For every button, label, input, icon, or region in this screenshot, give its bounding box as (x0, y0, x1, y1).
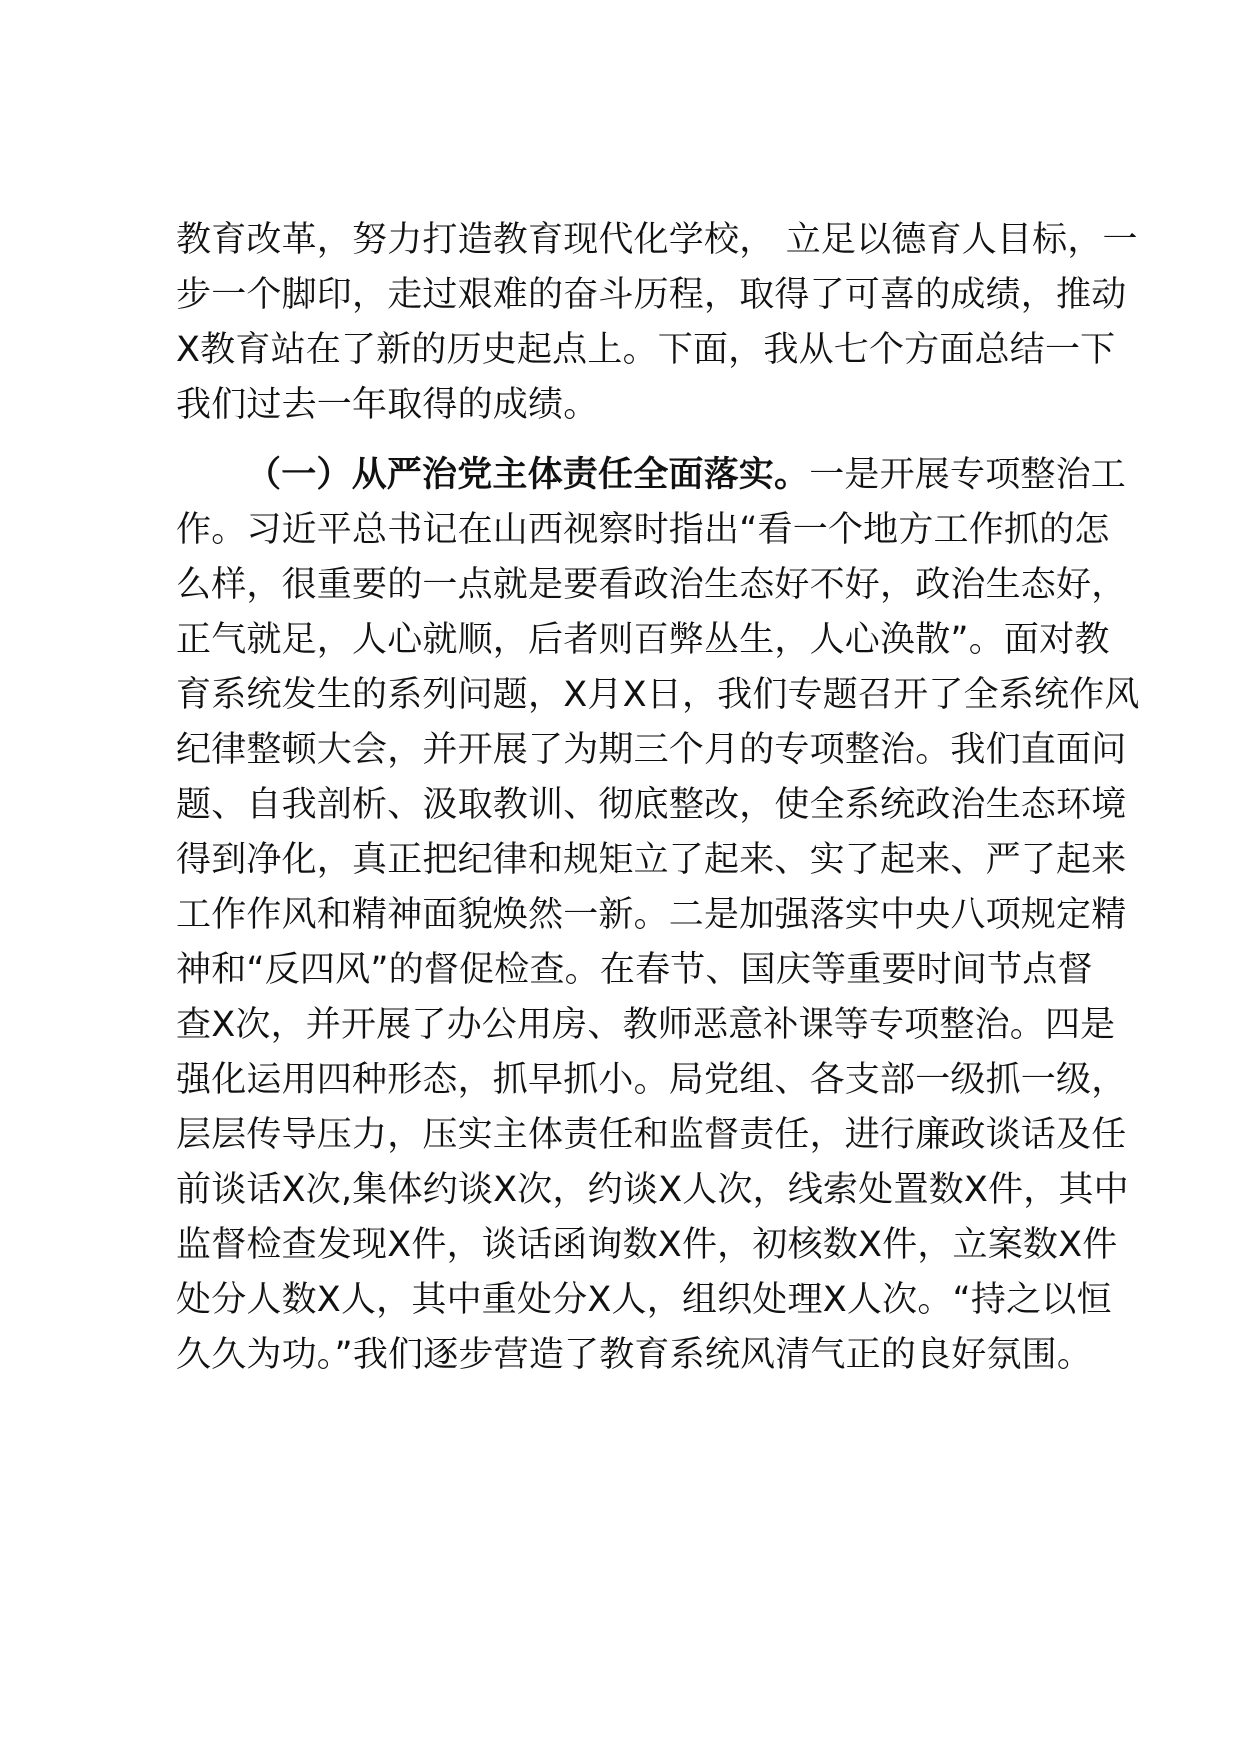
section-line: 得到净化，真正把纪律和规矩立了起来、实了起来、严了起来 (176, 840, 1127, 880)
paragraph-line: X教育站在了新的历史起点上。下面，我从七个方面总结一下 (176, 330, 1116, 370)
section-line: 纪律整顿大会，并开展了为期三个月的专项整治。我们直面问 (176, 730, 1127, 770)
section-line: 么样，很重要的一点就是要看政治生态好不好，政治生态好， (176, 565, 1127, 605)
paragraph-line: 教育改革，努力打造教育现代化学校， 立足以德育人目标，一 (176, 220, 1138, 260)
section-line: 层层传导压力，压实主体责任和监督责任，进行廉政谈话及任 (176, 1115, 1127, 1155)
section-line: 育系统发生的系列问题，X月X日，我们专题召开了全系统作风 (176, 675, 1140, 715)
section-line: 处分人数X人，其中重处分X人，组织处理X人次。“持之以恒 (176, 1280, 1112, 1320)
section-line: 正气就足，人心就顺，后者则百弊丛生，人心涣散”。面对教 (176, 620, 1110, 660)
section-line: 神和“反四风”的督促检查。在春节、国庆等重要时间节点督 (176, 950, 1093, 990)
section-heading: （一）从严治党主体责任全面落实。 (246, 455, 810, 495)
section-line: 题、自我剖析、汲取教训、彻底整改，使全系统政治生态环境 (176, 785, 1127, 825)
paragraph-line: 我们过去一年取得的成绩。 (176, 385, 599, 425)
paragraph-line: 步一个脚印，走过艰难的奋斗历程，取得了可喜的成绩，推动 (176, 275, 1127, 315)
section-line: 强化运用四种形态，抓早抓小。局党组、各支部一级抓一级， (176, 1060, 1127, 1100)
section-line: 久久为功。”我们逐步营造了教育系统风清气正的良好氛围。 (176, 1335, 1093, 1375)
section-first-line-text: 一是开展专项整治工 (809, 455, 1127, 495)
section-line: 查X次，并开展了办公用房、教师恶意补课等专项整治。四是 (176, 1005, 1116, 1045)
section-first-line (246, 453, 1126, 497)
section-line: 监督检查发现X件，谈话函询数X件，初核数X件，立案数X件 (176, 1225, 1118, 1265)
section-line: 作。习近平总书记在山西视察时指出“看一个地方工作抓的怎 (176, 510, 1110, 550)
section-line: 前谈话X次,集体约谈X次，约谈X人次，线索处置数X件，其中 (176, 1170, 1129, 1210)
section-line: 工作作风和精神面貌焕然一新。二是加强落实中央八项规定精 (176, 895, 1127, 935)
